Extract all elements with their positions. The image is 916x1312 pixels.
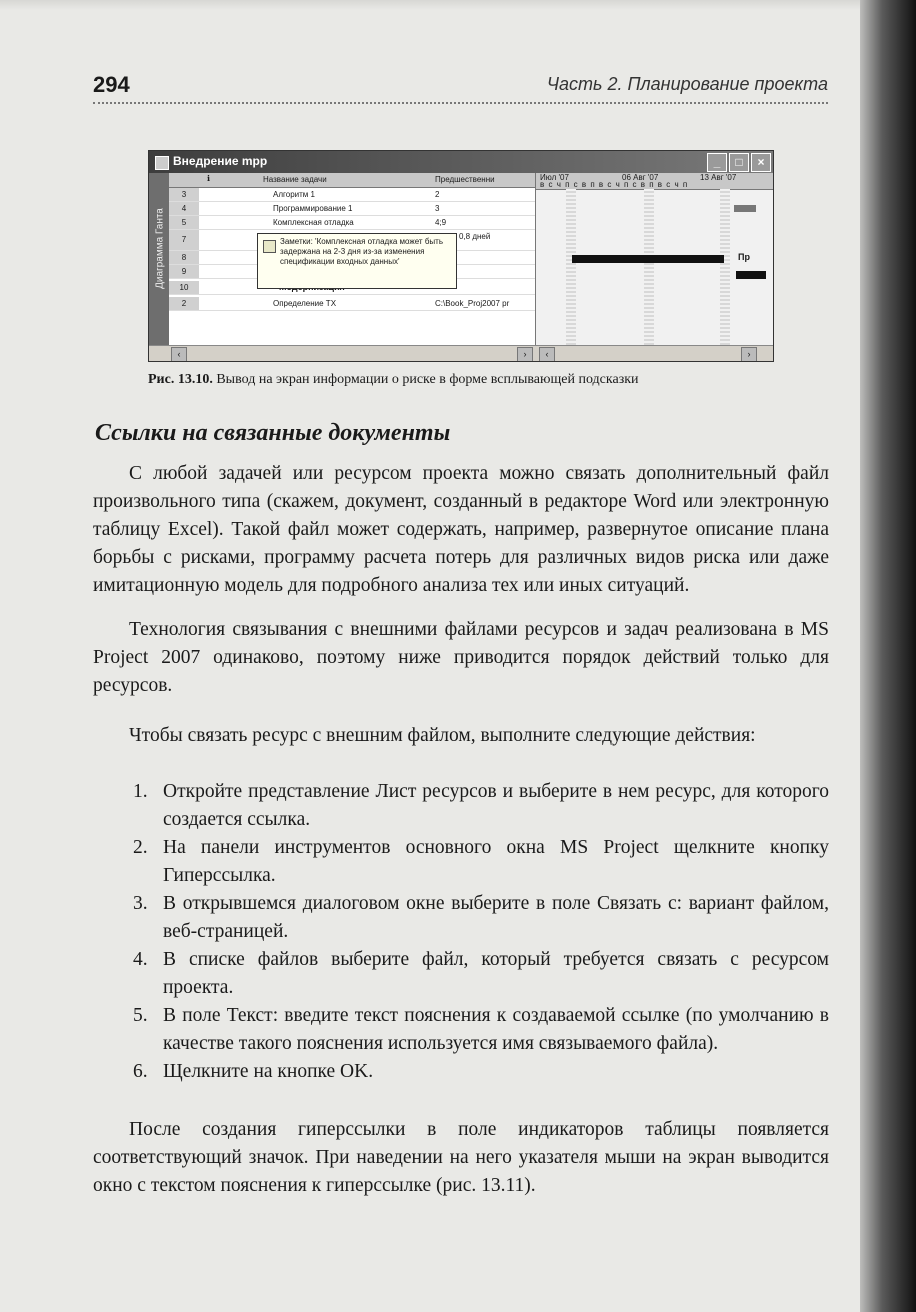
step-number: 1. (133, 781, 148, 802)
predecessors-column-header: Предшественни (435, 175, 495, 184)
notes-tooltip (257, 233, 457, 289)
paragraph: С любой задачей или ресурсом проекта можно связать дополнительный файл произвольного типа (скажем, документ, созданный в редакторе Word или электронную таблицу Excel). Такой файл может содержать, например, развернутое описание плана борьбы с рисками, программу расчета потерь для различных видов риска или даже имитационную модель для подробного анализа тех или иных ситуаций. (93, 463, 829, 596)
scroll-right-icon: › (517, 347, 533, 362)
row-id: 7 (169, 230, 199, 250)
app-icon (155, 156, 169, 170)
step-number: 4. (133, 949, 148, 970)
step-text: Щелкните на кнопке OK. (163, 1061, 374, 1082)
row-id: 2 (169, 297, 199, 310)
section-heading: Ссылки на связанные документы (95, 420, 451, 446)
info-column-icon: ℹ (207, 174, 211, 183)
header-rule (93, 102, 828, 104)
paragraph: Чтобы связать ресурс с внешним файлом, выполните следующие действия: (129, 725, 756, 746)
page-number: 294 (93, 72, 130, 97)
task-name: Программирование 1 (273, 204, 353, 213)
timescale-header (536, 173, 774, 190)
gantt-bar (572, 255, 660, 263)
horizontal-scrollbar (149, 345, 773, 362)
list-item (93, 946, 829, 1002)
step-text: В списке файлов выберите файл, который требуется связать с ресурсом проекта. (163, 949, 829, 998)
row-id: 10 (169, 281, 199, 294)
task-name: Алгоритм 1 (273, 190, 315, 199)
row-id: 9 (169, 265, 199, 278)
figure-caption (148, 372, 639, 388)
task-pred: 0,8 дней (459, 232, 491, 241)
table-row (169, 188, 535, 202)
page-spine-shadow (860, 0, 916, 1312)
task-pred: 3 (435, 204, 440, 213)
gantt-bar-label: Пр (738, 252, 750, 262)
timescale-date: Июл '07 (540, 173, 569, 182)
task-pred: C:\Book_Proj2007 pr (435, 299, 510, 308)
task-name: Комплексная отладка (273, 218, 354, 227)
table-header (169, 173, 535, 188)
row-id: 4 (169, 202, 199, 215)
gantt-chart (535, 173, 774, 345)
scroll-left-icon: ‹ (539, 347, 555, 362)
gantt-bar (734, 205, 756, 212)
table-row (169, 202, 535, 216)
name-column-header: Название задачи (263, 175, 327, 184)
minimize-icon: _ (707, 153, 727, 172)
page-top-shadow (0, 0, 916, 10)
task-name: Определение ТХ (273, 299, 337, 308)
timescale-days: в с ч п с в п в с ч п с в п в с ч п (540, 180, 689, 189)
step-text: На панели инструментов основного окна MS Project щелкните кнопку Гиперссылка. (163, 837, 829, 886)
gantt-bar (660, 255, 724, 263)
task-table (169, 173, 535, 345)
view-bar-label: Диаграмма Ганта (154, 208, 166, 289)
list-item (93, 834, 829, 890)
paragraph: Технология связывания с внешними файлами ресурсов и задач реализована в MS Project 2007 одинаково, поэтому ниже приводится порядок действий только для ресурсов. (93, 619, 829, 696)
step-text: Откройте представление Лист ресурсов и выберите в нем ресурс, для которого создается ссылка. (163, 781, 829, 830)
gantt-bar (736, 271, 766, 279)
note-icon (263, 240, 276, 253)
caption-number: Рис. 13.10. (148, 372, 213, 387)
list-item (93, 890, 829, 946)
running-head: Часть 2. Планирование проекта (546, 74, 828, 94)
task-pred: 2 (435, 190, 440, 199)
row-id: 5 (169, 216, 199, 229)
table-row (169, 216, 535, 230)
tooltip-text: Заметки: 'Комплексная отладка может быть задержана на 2-3 дня из-за изменения спецификации входных данных' (280, 237, 443, 266)
list-item (93, 1002, 829, 1058)
steps-list (93, 778, 829, 1086)
window-title: Внедрение mрр (173, 154, 268, 168)
step-number: 5. (133, 1005, 148, 1026)
scroll-left-icon: ‹ (171, 347, 187, 362)
paragraph: После создания гиперссылки в поле индикаторов таблицы появляется соответствующий значок. При наведении на него указателя мыши на экран выводится окно с текстом пояснения к гиперссылке (рис. 13.11). (93, 1119, 829, 1196)
step-number: 6. (133, 1061, 148, 1082)
timescale-date: 06 Авг '07 (622, 173, 659, 182)
row-id: 3 (169, 188, 199, 201)
table-row (169, 297, 535, 311)
view-bar (149, 173, 169, 345)
step-number: 2. (133, 837, 148, 858)
close-icon: × (751, 153, 771, 172)
timescale-date: 13 Авг '07 (700, 173, 737, 182)
list-item (93, 1058, 829, 1086)
task-pred: 4;9 (435, 218, 447, 227)
step-number: 3. (133, 893, 148, 914)
nonworking-time (720, 189, 730, 345)
nonworking-time (644, 189, 654, 345)
row-id: 8 (169, 251, 199, 264)
step-text: В открывшемся диалоговом окне выберите в поле Связать с: вариант файлом, веб-страницей. (163, 893, 829, 942)
nonworking-time (566, 189, 576, 345)
maximize-icon: □ (729, 153, 749, 172)
caption-text: Вывод на экран информации о риске в форме всплывающей подсказки (216, 372, 639, 387)
scroll-right-icon: › (741, 347, 757, 362)
step-text: В поле Текст: введите текст пояснения к создаваемой ссылке (по умолчанию в качестве такого пояснения используется имя связываемого файла). (163, 1005, 829, 1054)
window-titlebar (149, 151, 773, 173)
project-window-screenshot (148, 150, 774, 362)
list-item (93, 778, 829, 834)
